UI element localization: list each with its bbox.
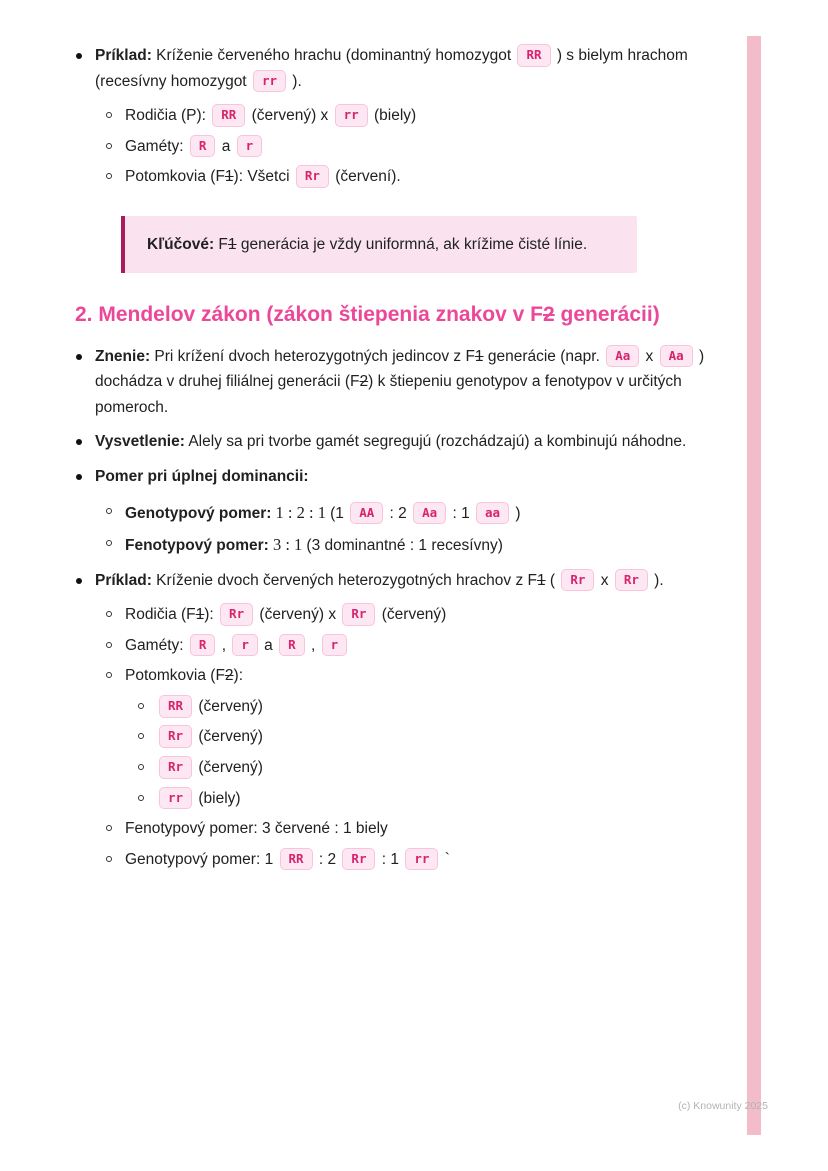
key-callout xyxy=(121,216,637,274)
sub-bullet-item xyxy=(105,531,723,559)
text-run: ). xyxy=(649,571,664,589)
text-run: (červený) x xyxy=(255,606,341,624)
text-run: 2. Mendelov zákon (zákon štiepenia znakov v F xyxy=(75,303,543,327)
disc-bullet-icon xyxy=(76,354,82,360)
block-text xyxy=(125,663,723,689)
bullet-marker xyxy=(105,531,125,559)
bold-label: Znenie: xyxy=(95,347,151,365)
circle-bullet-icon xyxy=(106,825,112,831)
bold-label: Kľúčové: xyxy=(147,235,215,253)
text-run: ) s bielym hrachom (recesívny homozygot xyxy=(95,47,688,90)
sub-bullet-item xyxy=(105,816,723,842)
text-run: (červený) x xyxy=(247,107,333,125)
genotype-chip: r xyxy=(237,135,263,158)
genotype-chip: AA xyxy=(350,502,383,525)
text-run: Gaméty: xyxy=(125,636,188,654)
math-ratio: 3 : 1 xyxy=(268,535,307,555)
struck-subscript: 1 xyxy=(224,168,234,186)
circle-bullet-icon xyxy=(106,611,112,617)
block-text xyxy=(125,499,723,527)
text-run: ): xyxy=(233,667,244,685)
sub-bullet-item xyxy=(137,755,723,781)
disc-bullet-icon xyxy=(76,439,82,445)
block-text xyxy=(125,816,723,842)
bullet-marker xyxy=(137,786,157,812)
circle-bullet-icon xyxy=(138,795,144,801)
block-text xyxy=(157,694,723,720)
block-text xyxy=(157,786,723,812)
bullet-marker xyxy=(105,602,125,628)
circle-bullet-icon xyxy=(138,733,144,739)
text-run: generácii) xyxy=(554,303,660,327)
text-run: Potomkovia (F xyxy=(125,168,225,186)
bold-label: Pomer pri úplnej dominancii: xyxy=(95,467,309,485)
genotype-chip: RR xyxy=(280,848,313,871)
genotype-chip: Rr xyxy=(561,569,594,592)
disc-bullet-icon xyxy=(76,53,82,59)
genotype-chip: Rr xyxy=(159,725,192,748)
genotype-chip: R xyxy=(190,135,216,158)
genotype-chip: RR xyxy=(159,695,192,718)
disc-bullet-icon xyxy=(76,578,82,584)
section-heading xyxy=(75,301,723,329)
text-run: ): Všetci xyxy=(233,168,294,186)
text-run: (1 xyxy=(330,504,349,522)
genotype-chip: Rr xyxy=(615,569,648,592)
text-run: Rodičia (F xyxy=(125,606,196,624)
text-run: (3 dominantné : 1 recesívny) xyxy=(306,537,503,555)
sub-bullet-item xyxy=(137,786,723,812)
genotype-chip: Aa xyxy=(413,502,446,525)
genotype-chip: Rr xyxy=(342,603,375,626)
text-run: x xyxy=(596,571,613,589)
bullet-marker xyxy=(105,847,125,873)
bullet-marker xyxy=(105,103,125,129)
text-run: ` xyxy=(440,850,450,868)
text-run: F xyxy=(214,235,228,253)
text-run: Pri krížení dvoch heterozygotných jedincov z F xyxy=(150,347,475,365)
bullet-marker xyxy=(137,694,157,720)
block-text xyxy=(125,134,723,160)
text-run: Gaméty: xyxy=(125,137,188,155)
sub-bullet-item xyxy=(105,499,723,527)
text-run: x xyxy=(641,347,658,365)
genotype-chip: Rr xyxy=(159,756,192,779)
block-text xyxy=(95,568,723,594)
text-run: Rodičia (P): xyxy=(125,107,211,125)
text-run: (červení). xyxy=(330,168,401,186)
genotype-chip: r xyxy=(232,634,258,657)
circle-bullet-icon xyxy=(106,672,112,678)
bullet-marker xyxy=(105,164,125,190)
bullet-marker xyxy=(105,663,125,689)
bullet-marker xyxy=(137,755,157,781)
genotype-chip: R xyxy=(190,634,216,657)
bullet-item xyxy=(75,344,723,421)
bullet-marker xyxy=(75,43,95,94)
text-run: ) xyxy=(511,504,521,522)
block-text xyxy=(125,164,723,190)
block-text xyxy=(125,531,723,559)
text-run: (červený) xyxy=(194,759,263,777)
text-run: (biely) xyxy=(369,107,417,125)
circle-bullet-icon xyxy=(138,703,144,709)
text-run: ): xyxy=(204,606,219,624)
text-run: ). xyxy=(288,72,302,90)
genotype-chip: r xyxy=(322,634,348,657)
genotype-chip: Aa xyxy=(606,345,639,368)
circle-bullet-icon xyxy=(106,173,112,179)
text-run: ( xyxy=(545,571,560,589)
text-run: a xyxy=(259,636,278,654)
struck-subscript: 1 xyxy=(195,606,205,624)
text-run: generácia je vždy uniformná, ak krížime čisté línie. xyxy=(236,235,588,253)
bold-label: Genotypový pomer: xyxy=(125,504,272,522)
bullet-marker xyxy=(75,568,95,594)
circle-bullet-icon xyxy=(138,764,144,770)
disc-bullet-icon xyxy=(76,474,82,480)
text-run: (červený) xyxy=(194,728,263,746)
sub-bullet-item xyxy=(105,847,723,873)
block-text xyxy=(125,633,723,659)
genotype-chip: rr xyxy=(159,787,192,810)
genotype-chip: aa xyxy=(476,502,509,525)
text-run: : 1 xyxy=(448,504,475,522)
circle-bullet-icon xyxy=(106,856,112,862)
struck-subscript: 2 xyxy=(224,667,234,685)
genotype-chip: RR xyxy=(212,104,245,127)
sub-bullet-item xyxy=(105,633,723,659)
bullet-marker xyxy=(105,499,125,527)
text-run: Kríženie červeného hrachu (dominantný homozygot xyxy=(151,47,516,64)
text-run: : 1 xyxy=(377,850,404,868)
bold-label: Príklad: xyxy=(95,571,152,589)
struck-subscript: 1 xyxy=(536,571,546,589)
block-text xyxy=(95,464,723,490)
bullet-marker xyxy=(75,344,95,421)
text-run: Genotypový pomer: 1 xyxy=(125,850,278,868)
block-text xyxy=(95,344,723,421)
bullet-item xyxy=(75,43,723,94)
block-text xyxy=(125,602,723,628)
bold-label: Fenotypový pomer: xyxy=(125,537,269,555)
genotype-chip: Rr xyxy=(296,165,329,188)
sub-bullet-item xyxy=(105,134,723,160)
sub-bullet-item xyxy=(105,602,723,628)
text-run: generácie (napr. xyxy=(483,347,605,365)
document-content xyxy=(75,34,723,877)
sub-bullet-item xyxy=(105,103,723,129)
struck-subscript: 1 xyxy=(474,347,484,365)
bold-label: Príklad: xyxy=(95,47,152,64)
bullet-marker xyxy=(105,633,125,659)
bullet-marker xyxy=(105,816,125,842)
text-run: Alely sa pri tvorbe gamét segregujú (rozchádzajú) a kombinujú náhodne. xyxy=(184,433,687,451)
circle-bullet-icon xyxy=(106,642,112,648)
sub-bullet-item xyxy=(105,164,723,190)
text-run: (červený) xyxy=(194,697,263,715)
bullet-item xyxy=(75,464,723,490)
genotype-chip: rr xyxy=(335,104,368,127)
bullet-item xyxy=(75,429,723,455)
math-ratio: 1 : 2 : 1 xyxy=(271,502,331,522)
sub-bullet-item xyxy=(137,724,723,750)
block-text xyxy=(125,103,723,129)
text-run: ) k štiepeniu genotypov a fenotypov v určitých pomeroch. xyxy=(95,373,682,416)
bold-label: Vysvetlenie: xyxy=(95,433,185,451)
block-text xyxy=(95,43,723,94)
genotype-chip: R xyxy=(279,634,305,657)
text-run: Kríženie dvoch červených heterozygotných hrachov z F xyxy=(151,571,537,589)
text-run: : 2 xyxy=(385,504,412,522)
genotype-chip: Rr xyxy=(220,603,253,626)
block-text xyxy=(125,847,723,873)
bullet-marker xyxy=(75,429,95,455)
circle-bullet-icon xyxy=(106,540,112,546)
text-run: (biely) xyxy=(194,789,241,807)
block-text xyxy=(147,236,587,253)
circle-bullet-icon xyxy=(106,508,112,514)
struck-subscript: 2 xyxy=(542,303,555,327)
genotype-chip: RR xyxy=(517,44,550,67)
struck-subscript: 2 xyxy=(359,373,369,391)
watermark: (c) Knowunity 2025 xyxy=(678,1100,768,1112)
genotype-chip: Aa xyxy=(660,345,693,368)
bullet-marker xyxy=(137,724,157,750)
text-run: , xyxy=(306,636,320,654)
text-run: a xyxy=(217,137,235,155)
struck-subscript: 1 xyxy=(227,235,237,253)
text-run: ) dochádza v druhej filiálnej generácii (F xyxy=(95,347,705,391)
text-run: , xyxy=(217,636,231,654)
sub-bullet-item xyxy=(105,663,723,689)
bullet-item xyxy=(75,568,723,594)
circle-bullet-icon xyxy=(106,112,112,118)
bullet-marker xyxy=(105,134,125,160)
genotype-chip: Rr xyxy=(342,848,375,871)
genotype-chip: rr xyxy=(405,848,438,871)
block-text xyxy=(75,303,660,326)
bullet-marker xyxy=(75,464,95,490)
text-run: Potomkovia (F xyxy=(125,667,225,685)
circle-bullet-icon xyxy=(106,143,112,149)
text-run: Fenotypový pomer: 3 červené : 1 biely xyxy=(125,820,388,838)
text-run: : 2 xyxy=(314,850,341,868)
text-run: (červený) xyxy=(377,606,447,624)
block-text xyxy=(95,429,723,455)
block-text xyxy=(157,724,723,750)
page-edge-stripe xyxy=(747,36,761,1135)
genotype-chip: rr xyxy=(253,70,286,93)
sub-bullet-item xyxy=(137,694,723,720)
block-text xyxy=(157,755,723,781)
